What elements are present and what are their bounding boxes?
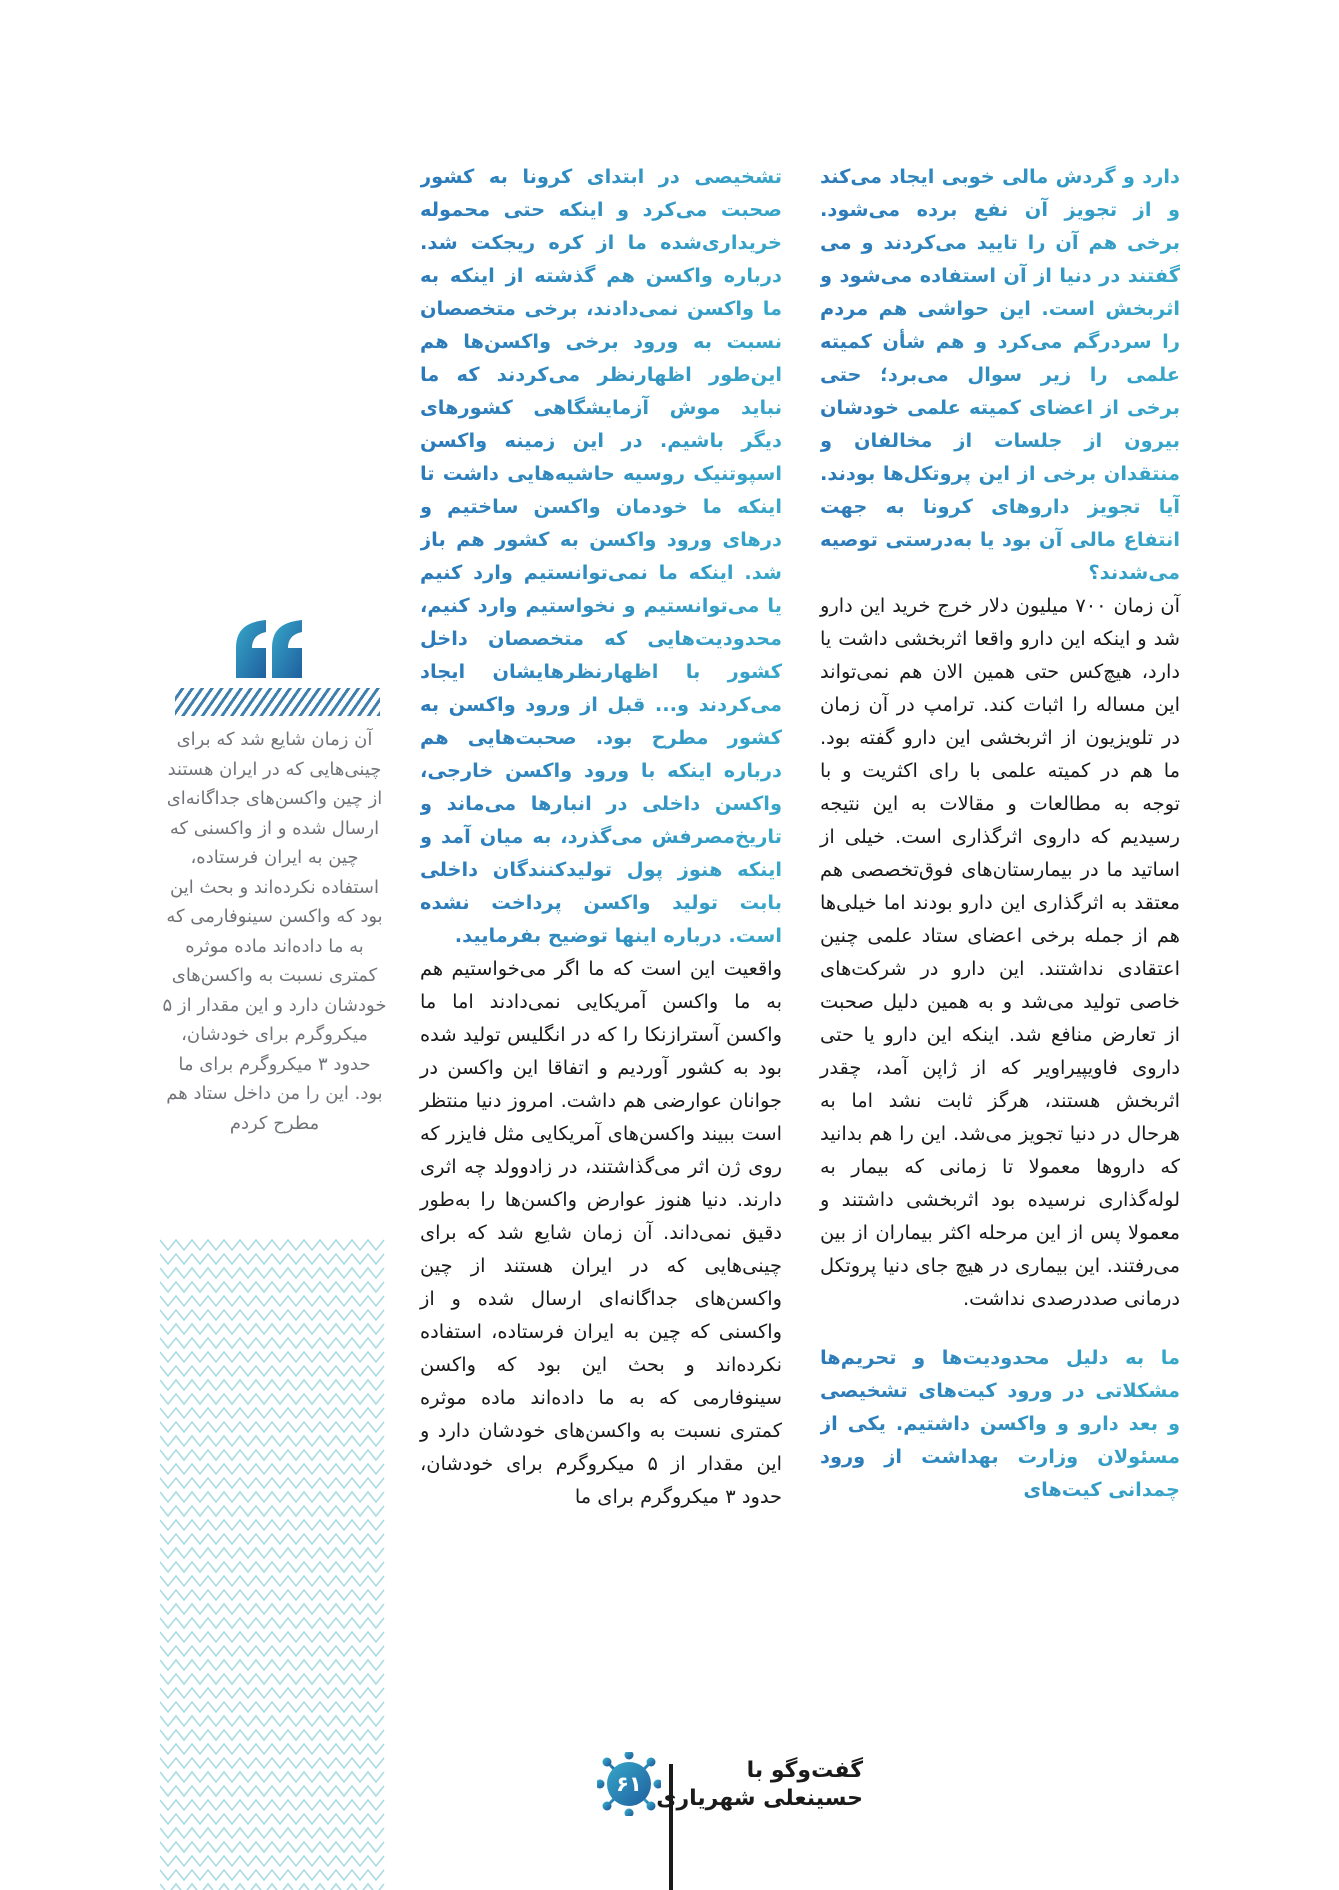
footer-divider <box>669 1764 673 1890</box>
question-paragraph: ما به دلیل محدودیت‌ها و تحریم‌ها مشکلاتی در ورود کیت‌های تشخیصی و بعد دارو و واکسن داشتیم. یکی از مسئولان وزارت بهداشت از ورود چمدانی کیت‌های <box>820 1341 1180 1506</box>
hatch-divider <box>175 688 380 716</box>
section-title: گفت‌وگو با <box>746 1758 863 1783</box>
question-intro: دارد و گردش مالی خوبی ایجاد می‌کند و از تجویز آن نفع برده می‌شود. برخی هم آن را تایید می‌کردند و می گفتند در دنیا از آن استفاده می‌شود و اثربخش است. این حواشی هم مردم را سردرگم می‌کرد و هم شأن کمیته علمی را زیر سوال می‌برد؛ حتی برخی از اعضای کمیته علمی خودشان بیرون از جلسات از مخالفان و منتقدان برخی از این پروتکل‌ها بودند. آیا تجویز داروهای کرونا به جهت انتفاع مالی آن بود یا به‌درستی توصیه می‌شدند؟ <box>820 160 1180 589</box>
middle-column <box>420 160 782 1513</box>
right-column <box>820 160 1180 1506</box>
zigzag-pattern <box>160 1238 386 1890</box>
answer-paragraph-2: واقعیت این است که ما اگر می‌خواستیم هم به ما واکسن آمریکایی نمی‌دادند اما ما واکسن آسترازنکا را که در انگلیس تولید شده بود به کشور آوردیم و اتفاقا این واکسن در جوانان عوارضی هم داشت. امروز دنیا منتظر است ببیند واکسن‌های آمریکایی مثل فایزر که روی ژن اثر می‌گذاشتند، در زادوولد چه اثری دارند. دنیا هنوز عوارض واکسن‌ها را به‌طور دقیق نمی‌داند. آن زمان شایع شد که برای چینی‌هایی که در ایران هستند از چین واکسن‌های جداگانه‌ای ارسال شده و از واکسنی که چین به ایران فرستاده، استفاده نکرده‌اند و بحث این بود که واکسن سینوفارمی که به ما داده‌اند ماده موثره کمتری نسبت به واکسن‌های خودشان دارد و این مقدار از ۵ میکروگرم برای خودشان، حدود ۳ میکروگرم برای ما <box>420 957 782 1508</box>
pull-quote: آن زمان شایع شد که برای چینی‌هایی که در ایران هستند از چین واکسن‌های جداگانه‌ای ارسال شده و از واکسنی که چین به ایران فرستاده، استفاده نکرده‌اند و بحث این بود که واکسن سینوفارمی که به ما داده‌اند ماده موثره کمتری نسبت به واکسن‌های خودشان دارد و این مقدار از ۵ میکروگرم برای خودشان، حدود ۳ میکروگرم برای ما بود. این را من داخل ستاد هم مطرح کردم <box>162 729 387 1134</box>
quote-mark-icon <box>236 620 304 678</box>
answer-paragraph: آن زمان ۷۰۰ میلیون دلار خرج خرید این دارو شد و اینکه این دارو واقعا اثربخشی داشت یا دارد، هیچ‌کس حتی همین الان هم نمی‌تواند این مساله را اثبات کند. ترامپ در آن زمان در تلویزیون از اثربخشی این دارو گفته بود. ما هم در کمیته علمی با رای اکثریت و با توجه به مطالعات و مقالات به این نتیجه رسیدیم که داروی اثرگذاری است. خیلی از اساتید ما در بیمارستان‌های فوق‌تخصصی هم معتقد به اثرگذاری این دارو بودند اما خیلی‌ها هم از جمله برخی اعضای ستاد علمی چنین اعتقادی نداشتند. این دارو در شرکت‌های خاصی تولید می‌شد و به همین دلیل صحبت از تعارض منافع شد. اینکه این دارو یا حتی داروی فاویپیراویر که از ژاپن آمد، چقدر اثربخش هستند، هرگز ثابت نشد اما به هرحال در دنیا تجویز می‌شد. این را هم بدانید که داروها معمولا تا زمانی که بیمار به لوله‌گذاری نرسیده بود اثربخشی داشتند و معمولا پس از این مرحله اکثر بیماران از بین می‌رفتند. این بیماری در هیچ جای دنیا پروتکل درمانی صددرصدی نداشت. <box>820 594 1180 1310</box>
section-label <box>656 1757 863 1813</box>
page-number: ۶۱ <box>616 1772 642 1796</box>
question-continuation: تشخیصی در ابتدای کرونا به کشور صحبت می‌کرد و اینکه حتی محموله خریداری‌شده ما از کره ریجکت شد. درباره واکسن هم گذشته از اینکه به ما واکسن نمی‌دادند، برخی متخصصان نسبت به ورود برخی واکسن‌ها هم این‌طور اظهارنظر می‌کردند که ما نباید موش آزمایشگاهی کشورهای دیگر باشیم. در این زمینه واکسن اسپوتنیک روسیه حاشیه‌هایی داشت تا اینکه ما خودمان واکسن ساختیم و درهای ورود واکسن به کشور هم باز شد. اینکه ما نمی‌توانستیم وارد کنیم یا می‌توانستیم و نخواستیم وارد کنیم، محدودیت‌هایی که متخصصان داخل کشور با اظهارنظرهایشان ایجاد می‌کردند و... قبل از ورود واکسن به کشور مطرح بود. صحبت‌هایی هم درباره اینکه با ورود واکسن خارجی، واکسن داخلی در انبارها می‌ماند و تاریخ‌مصرفش می‌گذرد، به میان آمد و اینکه هنوز پول تولیدکنندگان داخلی بابت تولید واکسن پرداخت نشده است. درباره اینها توضیح بفرمایید. <box>420 160 782 952</box>
interviewee-name: حسینعلی شهریاری <box>656 1786 863 1811</box>
